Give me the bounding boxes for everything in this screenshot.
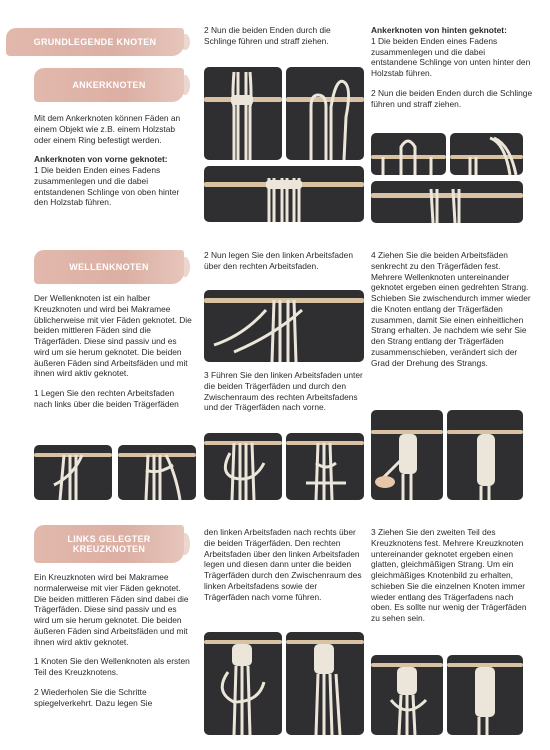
wellen-step4: 4 Ziehen Sie die beiden Arbeitsfäden senkrecht zu den Trägerfäden fest. Mehrere Wellenknoten untereinander geknotet ergeben einen gedrehten Strang. Schieben Sie zwischendurch immer wieder die Knoten entlang der Trägerfäden zusammen, damit Sie einen einheitlichen Strang erhalten. Je nachdem wie sehr Sie den Strang entlang der Trägerfäden zusammenschieben, verändert sich der Grad der Drehung des Strangs. (371, 250, 531, 368)
photo-kreuz-step2-a (204, 632, 282, 735)
rope-illustration (286, 632, 364, 735)
photo-wellen-step4-a (371, 410, 443, 500)
photo-kreuz-step2-b (286, 632, 364, 735)
header-kreuz-line1: LINKS GELEGTER (67, 533, 151, 544)
anker-intro: Mit dem Ankerknoten können Fäden an einem Objekt wie z.B. einem Holzstab oder einem Ring befestigt werden. (34, 113, 181, 145)
photo-anker-step2-b (286, 67, 364, 160)
kreuz-step2: 2 Wiederholen Sie die Schritte spiegelverkehrt. Dazu legen Sie (34, 686, 153, 708)
rope-illustration (450, 133, 523, 175)
wellen-intro: Der Wellenknoten ist ein halber Kreuzknoten und wird bei Makramee üblicherweise mit vier Fäden geknotet. Die beiden mittleren Fäden sind die Trägerfäden. Diese sind passiv und es wird um sie herum geknotet. Die beiden äußeren Fäden sind Arbeitsfäden und mit ihnen wird aktiv geknotet. (34, 293, 192, 379)
header-kreuzknoten (34, 525, 184, 563)
photo-anker-hinten-a (371, 133, 446, 175)
header-grundlegende-label: GRUNDLEGENDE KNOTEN (33, 36, 157, 47)
rope-illustration (118, 445, 196, 500)
anker-hinten-step1: 1 Die beiden Enden eines Fadens zusammenlegen und die dabei entstandene Schlinge von unten hinter den Holzstab führen. (371, 35, 531, 78)
photo-wellen-step3-a (204, 433, 282, 500)
rope-illustration (447, 655, 523, 735)
wellen-step3: 3 Führen Sie den linken Arbeitsfaden unter die beiden Trägerfäden und durch den Zwischenraum des rechten Arbeitsfadens und der Trägerfäden nach vorne. (204, 370, 363, 413)
photo-wellen-step1-b (118, 445, 196, 500)
rope-illustration (34, 445, 112, 500)
kreuz-step1: 1 Knoten Sie den Wellenknoten als ersten Teil des Kreuzknotens. (34, 656, 190, 677)
header-grundlegende-knoten (6, 28, 184, 56)
rope-illustration (204, 433, 282, 500)
rope-illustration (447, 410, 523, 500)
rope-illustration (371, 181, 523, 223)
kreuz-cont: den linken Arbeitsfaden nach rechts über die beiden Trägerfäden. Den rechten Arbeitsfaden über den linken Arbeitsfaden legen und diesen dann unter die beiden Trägerfäden durch den Zwischenraum des linken Arbeitsfadens sowie der Trägerfäden nach vorne führen. (204, 527, 362, 602)
header-anker-label: ANKERKNOTEN (72, 79, 146, 90)
header-wellen-label: WELLENKNOTEN (69, 261, 149, 272)
header-wellenknoten (34, 250, 184, 284)
photo-anker-hinten-c (371, 181, 523, 223)
photo-anker-step2-c (204, 166, 364, 222)
photo-wellen-step2 (204, 290, 364, 362)
rope-illustration (286, 67, 364, 160)
wellen-text-block (34, 293, 194, 419)
rope-illustration (204, 632, 282, 735)
rope-illustration (371, 655, 443, 735)
anker-hinten-step2: 2 Nun die beiden Enden durch die Schlinge führen und straff ziehen. (371, 87, 533, 109)
kreuz-cont-block (204, 527, 364, 611)
wellen-step1: 1 Legen Sie den rechten Arbeitsfaden nach links über die beiden Trägerfäden (34, 388, 179, 409)
photo-wellen-step1-a (34, 445, 112, 500)
rope-illustration (204, 290, 364, 362)
anker-step2: 2 Nun die beiden Enden durch die Schlinge führen und straff ziehen. (204, 25, 331, 46)
rope-illustration (204, 166, 364, 222)
photo-kreuz-step3-a (371, 655, 443, 735)
anker-text-block (34, 113, 194, 217)
photo-anker-hinten-b (450, 133, 523, 175)
header-kreuz-line2: KREUZKNOTEN (72, 544, 146, 554)
kreuz-step3-block (371, 527, 533, 633)
photo-wellen-step3-b (286, 433, 364, 500)
wellen-step4-block (371, 250, 533, 377)
photo-kreuz-step3-b (447, 655, 523, 735)
rope-illustration (371, 133, 446, 175)
kreuz-step3: 3 Ziehen Sie den zweiten Teil des Kreuzknotens fest. Mehrere Kreuzknoten untereinander geknotet ergeben einen glatten, gleichmäßigen Strang. Um ein gleichmäßiges Knotenbild zu erhalten, schieben Sie die einzelnen Knoten immer wieder entlang des Trägerfadens nach oben. Es sollte nur wenig der Trägerfäden zu sehen sein. (371, 527, 527, 623)
photo-wellen-step4-b (447, 410, 523, 500)
anker-vorne-title: Ankerknoten von vorne geknotet: (34, 154, 168, 165)
anker-hinten-title: Ankerknoten von hinten geknotet: (371, 25, 507, 35)
wellen-step3-block (204, 370, 364, 422)
anker-step2-block (204, 25, 364, 56)
anker-vorne-step1: 1 Die beiden Enden eines Fadens zusammenlegen und die dabei entstandenen Schlinge von oben hinter den Holzstab führen. (34, 165, 180, 208)
rope-illustration (204, 67, 282, 160)
rope-illustration (286, 433, 364, 500)
kreuz-text-block (34, 572, 194, 717)
header-ankerknoten (34, 68, 184, 102)
kreuz-intro: Ein Kreuzknoten wird bei Makramee normalerweise mit vier Fäden geknotet. Die beiden mittleren Fäden sind dabei die Trägerfäden. Diese sind passiv und es wird um sie herum geknotet. Die beiden äußeren Fäden sind Arbeitsfäden und mit ihnen wird aktiv geknotet. (34, 572, 189, 647)
rope-illustration (371, 410, 443, 500)
photo-anker-step2-a (204, 67, 282, 160)
anker-hinten-block (371, 25, 533, 118)
wellen-step2-block (204, 250, 364, 281)
wellen-step2: 2 Nun legen Sie den linken Arbeitsfaden über den rechten Arbeitsfaden. (204, 250, 353, 271)
